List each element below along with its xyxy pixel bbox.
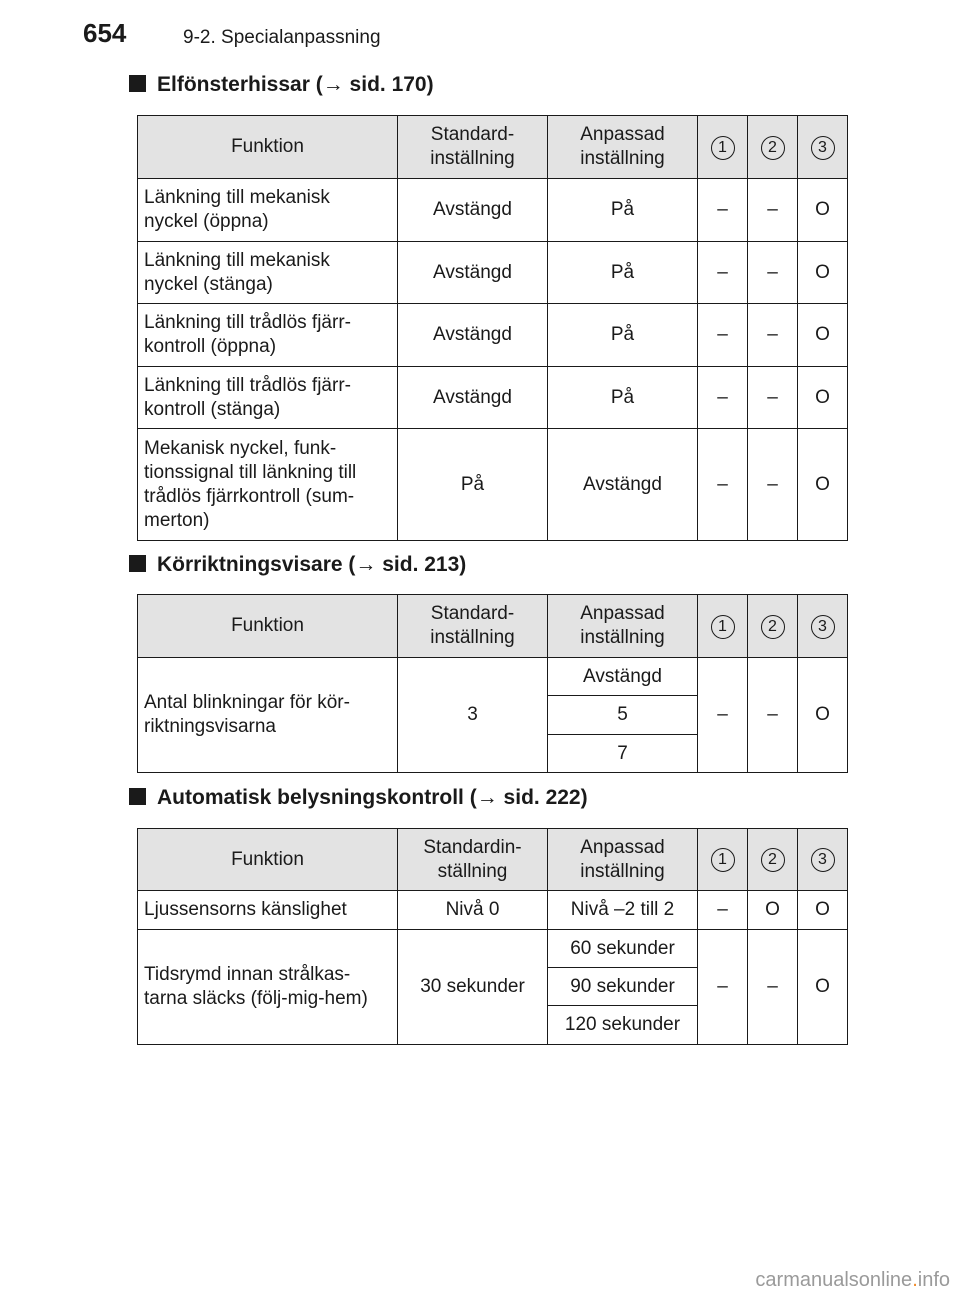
section-heading-turn-signals: Körriktningsvisare (→ sid. 213)	[129, 553, 466, 577]
section-heading-auto-lighting: Automatisk belysningskontroll (→ sid. 222)	[129, 786, 588, 810]
column-header-2	[748, 595, 798, 658]
col1-cell: –	[698, 179, 748, 242]
col3-cell: O	[798, 891, 848, 930]
custom-cell: Nivå –2 till 2	[548, 891, 698, 930]
col1-cell: –	[698, 242, 748, 304]
column-header-3	[798, 595, 848, 658]
table-row	[138, 179, 848, 242]
arrow-right-icon: →	[355, 553, 377, 576]
column-header-2	[748, 829, 798, 891]
column-header-3	[798, 829, 848, 891]
column-header-default: Standard- inställning	[398, 116, 548, 179]
circled-number-2-icon: 2	[761, 615, 785, 639]
table-row	[138, 367, 848, 429]
column-header-custom: Anpassad inställning	[548, 595, 698, 658]
power-windows-table	[137, 115, 848, 541]
custom-cell: På	[548, 304, 698, 367]
function-cell: Länkning till trådlös fjärr- kontroll (öppna)	[138, 304, 398, 367]
page-number: 654	[83, 18, 127, 48]
default-cell: Nivå 0	[398, 891, 548, 930]
auto-lighting-table	[137, 828, 848, 1045]
col3-cell: O	[798, 179, 848, 242]
function-cell: Länkning till mekanisk nyckel (stänga)	[138, 242, 398, 304]
column-header-function: Funktion	[138, 116, 398, 179]
table-header-row	[138, 116, 848, 179]
default-cell: Avstängd	[398, 367, 548, 429]
col2-cell: –	[748, 304, 798, 367]
watermark: carmanualsonline.info	[755, 1269, 950, 1291]
col2-cell: –	[748, 930, 798, 1045]
circled-number-1-icon: 1	[711, 136, 735, 160]
column-header-function: Funktion	[138, 595, 398, 658]
circled-number-3-icon: 3	[811, 848, 835, 872]
table-header-row	[138, 595, 848, 658]
column-header-3	[798, 116, 848, 179]
col3-cell: O	[798, 429, 848, 541]
col3-cell: O	[798, 367, 848, 429]
arrow-right-icon: →	[322, 73, 344, 96]
col1-cell: –	[698, 429, 748, 541]
col2-cell: –	[748, 429, 798, 541]
column-header-2	[748, 116, 798, 179]
custom-option-cell: Avstängd	[548, 658, 698, 696]
column-header-function: Funktion	[138, 829, 398, 891]
function-cell: Tidsrymd innan strålkas- tarna släcks (följ-mig-hem)	[138, 930, 398, 1045]
default-cell: På	[398, 429, 548, 541]
section-heading-power-windows: Elfönsterhissar (→ sid. 170)	[129, 73, 434, 97]
function-cell: Antal blinkningar för kör- riktningsvisarna	[138, 658, 398, 773]
default-cell: Avstängd	[398, 179, 548, 242]
circled-number-1-icon: 1	[711, 615, 735, 639]
custom-option-cell: 5	[548, 696, 698, 735]
col2-cell: –	[748, 242, 798, 304]
table-row	[138, 930, 848, 968]
column-header-custom: Anpassad inställning	[548, 829, 698, 891]
col1-cell: –	[698, 304, 748, 367]
custom-cell: På	[548, 242, 698, 304]
column-header-default: Standard- inställning	[398, 595, 548, 658]
column-header-1	[698, 116, 748, 179]
circled-number-2-icon: 2	[761, 848, 785, 872]
custom-option-cell: 120 sekunder	[548, 1006, 698, 1045]
circled-number-2-icon: 2	[761, 136, 785, 160]
chapter-title: 9-2. Specialanpassning	[183, 27, 381, 48]
table-row	[138, 658, 848, 696]
col1-cell: –	[698, 930, 748, 1045]
default-cell: Avstängd	[398, 304, 548, 367]
custom-cell: På	[548, 179, 698, 242]
table-row	[138, 242, 848, 304]
col1-cell: –	[698, 658, 748, 773]
custom-option-cell: 60 sekunder	[548, 930, 698, 968]
column-header-custom: Anpassad inställning	[548, 116, 698, 179]
function-cell: Länkning till mekanisk nyckel (öppna)	[138, 179, 398, 242]
col1-cell: –	[698, 891, 748, 930]
col2-cell: O	[748, 891, 798, 930]
default-cell: 3	[398, 658, 548, 773]
custom-cell: På	[548, 367, 698, 429]
default-cell: 30 sekunder	[398, 930, 548, 1045]
circled-number-1-icon: 1	[711, 848, 735, 872]
square-bullet-icon	[129, 75, 146, 92]
column-header-1	[698, 829, 748, 891]
table-header-row	[138, 829, 848, 891]
function-cell: Mekanisk nyckel, funk- tionssignal till länkning till trådlös fjärrkontroll (sum- merton)	[138, 429, 398, 541]
col3-cell: O	[798, 658, 848, 773]
col2-cell: –	[748, 367, 798, 429]
arrow-right-icon: →	[476, 786, 498, 809]
table-row	[138, 891, 848, 930]
col3-cell: O	[798, 930, 848, 1045]
table-row	[138, 429, 848, 541]
square-bullet-icon	[129, 555, 146, 572]
column-header-1	[698, 595, 748, 658]
custom-option-cell: 7	[548, 735, 698, 773]
col3-cell: O	[798, 242, 848, 304]
default-cell: Avstängd	[398, 242, 548, 304]
function-cell: Ljussensorns känslighet	[138, 891, 398, 930]
col1-cell: –	[698, 367, 748, 429]
function-cell: Länkning till trådlös fjärr- kontroll (stänga)	[138, 367, 398, 429]
col2-cell: –	[748, 179, 798, 242]
square-bullet-icon	[129, 788, 146, 805]
table-row	[138, 304, 848, 367]
col2-cell: –	[748, 658, 798, 773]
turn-signals-table	[137, 594, 848, 773]
circled-number-3-icon: 3	[811, 615, 835, 639]
circled-number-3-icon: 3	[811, 136, 835, 160]
col3-cell: O	[798, 304, 848, 367]
custom-option-cell: 90 sekunder	[548, 968, 698, 1006]
custom-cell: Avstängd	[548, 429, 698, 541]
column-header-default: Standardin- ställning	[398, 829, 548, 891]
